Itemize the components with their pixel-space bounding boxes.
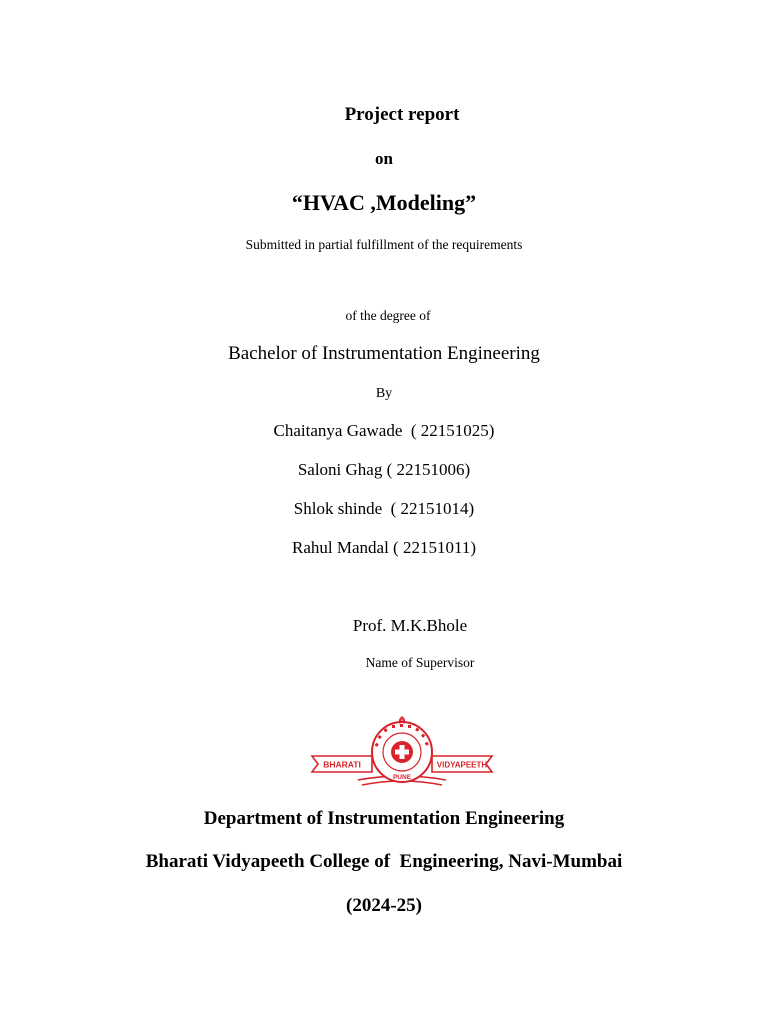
submitted-text: Submitted in partial fulfillment of the requirements xyxy=(245,237,523,252)
logo-text-left: BHARATI xyxy=(323,759,361,770)
title-on: on xyxy=(375,149,393,168)
title-project-report: Project report xyxy=(344,104,460,125)
by-label: By xyxy=(375,386,393,401)
college-name: Bharati Vidyapeeth College of Engineering, Navi-Mumbai xyxy=(145,851,623,872)
student-4: Rahul Mandal ( 22151011) xyxy=(292,538,476,557)
student-1: Chaitanya Gawade ( 22151025) xyxy=(273,421,495,440)
logo-text-right: VIDYAPEETH xyxy=(436,760,488,770)
student-3: Shlok shinde ( 22151014) xyxy=(293,499,475,518)
bharati-vidyapeeth-logo xyxy=(308,716,496,790)
project-title: “HVAC ,Modeling” xyxy=(291,190,477,215)
degree-name: Bachelor of Instrumentation Engineering xyxy=(228,343,540,364)
logo-text-city: PUNE xyxy=(392,774,412,781)
department-name: Department of Instrumentation Engineering xyxy=(203,808,565,829)
supervisor-name: Prof. M.K.Bhole xyxy=(352,616,468,635)
academic-year: (2024-25) xyxy=(346,895,422,916)
degree-intro: of the degree of xyxy=(345,308,431,323)
supervisor-label: Name of Supervisor xyxy=(365,655,475,670)
student-2: Saloni Ghag ( 22151006) xyxy=(297,460,471,479)
